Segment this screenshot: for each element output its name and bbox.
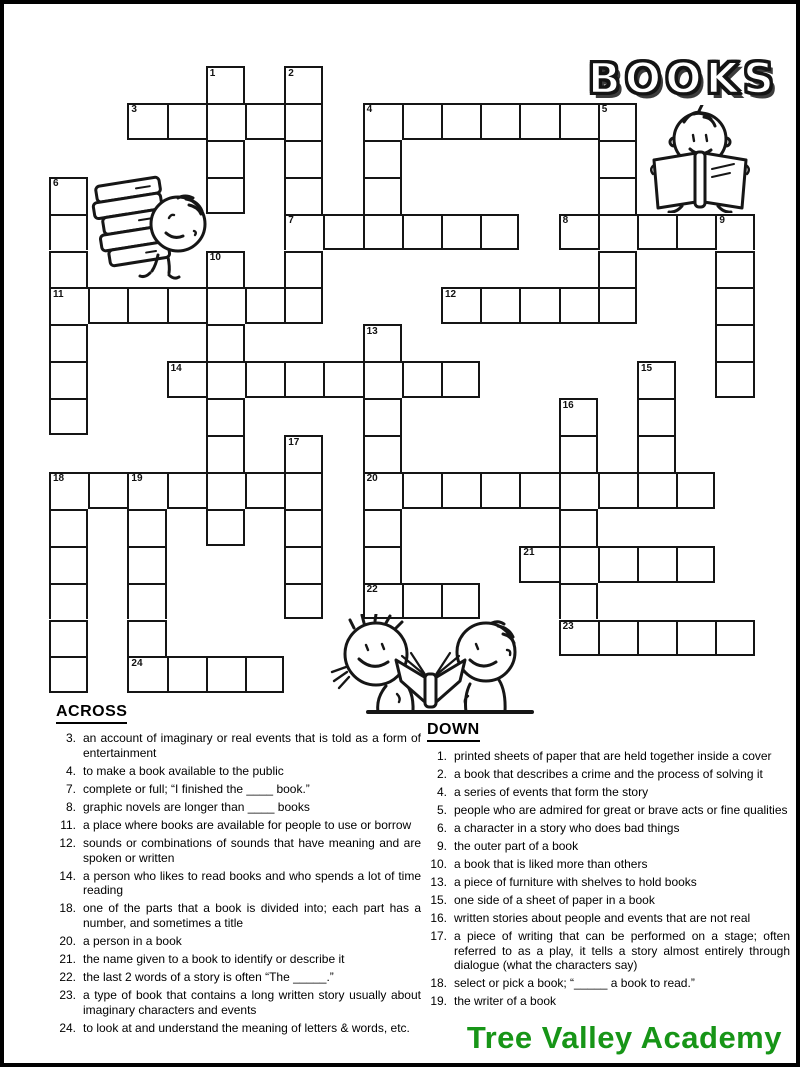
clue-item — [422, 994, 792, 1009]
grid-cell[interactable] — [363, 398, 402, 435]
clue-item — [51, 970, 423, 985]
clue-number: 23. — [59, 988, 76, 1003]
clue-text: graphic novels are longer than ____ books — [83, 799, 310, 814]
clue-number: 22. — [59, 970, 76, 985]
clue-number: 18. — [59, 901, 76, 916]
grid-cell[interactable] — [598, 287, 637, 324]
grid-cell[interactable] — [363, 214, 402, 251]
grid-cell[interactable] — [480, 214, 519, 251]
grid-cell[interactable] — [49, 214, 88, 251]
clue-text: sounds or combinations of sounds that have meaning and are spoken or written — [83, 835, 421, 865]
grid-cell[interactable] — [323, 361, 362, 398]
clue-text: a book that is liked more than others — [454, 856, 648, 871]
grid-cell[interactable] — [637, 214, 676, 251]
grid-cell[interactable] — [559, 103, 598, 140]
clue-text: a piece of furniture with shelves to hold books — [454, 874, 697, 889]
clue-item — [422, 911, 792, 926]
grid-cell-number: 11 — [53, 288, 64, 300]
grid-cell[interactable] — [598, 546, 637, 583]
grid-cell[interactable] — [519, 472, 558, 509]
grid-cell[interactable] — [559, 546, 598, 583]
grid-cell[interactable] — [637, 620, 676, 657]
clue-text: written stories about people and events that are not real — [454, 910, 751, 925]
clue-number: 6. — [436, 820, 447, 835]
grid-cell[interactable] — [480, 287, 519, 324]
grid-cell-number: 12 — [445, 288, 457, 300]
grid-cell[interactable] — [637, 398, 676, 435]
clue-item — [422, 785, 792, 800]
clue-item — [422, 803, 792, 818]
clue-item — [51, 988, 423, 1018]
grid-cell[interactable] — [127, 583, 166, 620]
grid-cell[interactable] — [284, 140, 323, 177]
grid-cell[interactable] — [284, 287, 323, 324]
grid-cell-number: 19 — [131, 473, 143, 485]
grid-cell[interactable] — [363, 509, 402, 546]
grid-cell[interactable] — [441, 103, 480, 140]
grid-cell[interactable] — [49, 361, 88, 398]
clue-number: 18. — [430, 976, 447, 991]
grid-cell-number: 16 — [562, 399, 574, 411]
worksheet-title: BOOKS — [587, 54, 778, 104]
grid-cell-number: 24 — [131, 657, 143, 669]
clue-item — [51, 800, 423, 815]
grid-cell[interactable] — [559, 583, 598, 620]
across-heading: ACROSS — [56, 703, 127, 724]
clue-number: 12. — [59, 835, 76, 850]
grid-cell[interactable] — [363, 435, 402, 472]
clue-text: an account of imaginary or real events that is told as a form of entertainment — [83, 731, 421, 760]
grid-cell[interactable] — [284, 546, 323, 583]
clue-number: 19. — [430, 994, 447, 1009]
clue-text: a piece of writing that can be performed on a stage; often referred to as a play, it tells a story almost entirely through dialogue (what the characters say) — [454, 928, 790, 973]
grid-cell[interactable] — [598, 140, 637, 177]
grid-cell[interactable] — [715, 361, 754, 398]
grid-cell[interactable] — [676, 214, 715, 251]
clue-number: 7. — [65, 781, 76, 796]
grid-cell[interactable] — [676, 472, 715, 509]
clue-text: a character in a story who does bad things — [454, 820, 680, 835]
clue-text: a book that describes a crime and the process of solving it — [454, 766, 763, 781]
grid-cell[interactable] — [245, 656, 284, 693]
grid-cell[interactable] — [167, 103, 206, 140]
clue-number: 20. — [59, 934, 76, 949]
brand-footer: Tree Valley Academy — [466, 1020, 782, 1055]
clue-text: select or pick a book; “_____ a book to read.” — [454, 976, 695, 991]
grid-cell[interactable] — [206, 103, 245, 140]
grid-cell[interactable] — [167, 287, 206, 324]
grid-cell-number: 9 — [719, 215, 725, 227]
grid-cell[interactable] — [49, 656, 88, 693]
grid-cell[interactable] — [402, 103, 441, 140]
grid-cell[interactable] — [206, 435, 245, 472]
clue-item — [51, 901, 423, 931]
clue-item — [422, 976, 792, 991]
grid-cell[interactable] — [284, 177, 323, 214]
grid-cell[interactable] — [245, 287, 284, 324]
grid-cell[interactable] — [402, 472, 441, 509]
grid-cell-number: 4 — [366, 104, 373, 116]
grid-cell-number: 15 — [641, 362, 653, 374]
clue-item — [422, 749, 792, 764]
clue-number: 17. — [430, 928, 447, 943]
clue-number: 8. — [65, 799, 76, 814]
grid-cell[interactable] — [402, 214, 441, 251]
grid-cell[interactable] — [637, 435, 676, 472]
grid-cell-number: 8 — [562, 215, 569, 227]
grid-cell[interactable] — [519, 103, 558, 140]
clue-number: 5. — [436, 802, 447, 817]
grid-cell[interactable] — [167, 472, 206, 509]
clue-item — [51, 782, 423, 797]
grid-cell[interactable] — [127, 509, 166, 546]
clue-number: 4. — [436, 784, 447, 799]
clue-number: 2. — [436, 766, 447, 781]
grid-cell-number: 2 — [288, 67, 294, 79]
grid-cell[interactable] — [598, 620, 637, 657]
grid-cell[interactable] — [676, 620, 715, 657]
grid-cell[interactable] — [480, 103, 519, 140]
clue-item — [422, 821, 792, 836]
grid-cell[interactable] — [715, 287, 754, 324]
grid-cell[interactable] — [715, 324, 754, 361]
grid-cell[interactable] — [559, 472, 598, 509]
clue-number: 11. — [60, 817, 76, 832]
grid-cell[interactable] — [363, 140, 402, 177]
grid-cell[interactable] — [245, 472, 284, 509]
grid-cell[interactable] — [206, 398, 245, 435]
grid-cell-number: 1 — [209, 67, 216, 79]
grid-cell[interactable] — [559, 287, 598, 324]
clue-number: 3. — [65, 731, 76, 745]
across-clue-list — [51, 731, 423, 1036]
grid-cell[interactable] — [49, 583, 88, 620]
boy-reading-book-illustration — [644, 105, 756, 213]
clue-text: printed sheets of paper that are held together inside a cover — [454, 749, 772, 763]
clue-number: 13. — [430, 874, 447, 889]
grid-cell[interactable] — [167, 656, 206, 693]
clue-text: a type of book that contains a long written story usually about imaginary characters and events — [83, 988, 421, 1017]
grid-cell[interactable] — [206, 509, 245, 546]
clue-number: 21. — [59, 952, 76, 967]
clue-number: 16. — [430, 910, 447, 925]
kids-reading-together-illustration — [302, 614, 557, 717]
grid-cell[interactable] — [363, 546, 402, 583]
clue-item — [422, 875, 792, 890]
grid-cell-number: 10 — [209, 252, 221, 263]
clue-number: 4. — [65, 763, 76, 778]
clue-text: the name given to a book to identify or describe it — [83, 952, 345, 967]
clue-item — [422, 929, 792, 973]
grid-cell[interactable] — [637, 546, 676, 583]
grid-cell[interactable] — [559, 435, 598, 472]
clue-text: people who are admired for great or brave acts or fine qualities — [454, 802, 788, 817]
grid-cell[interactable] — [206, 361, 245, 398]
grid-cell-number: 17 — [288, 436, 300, 448]
grid-cell[interactable] — [88, 472, 127, 509]
clue-text: to look at and understand the meaning of letters & words, etc. — [83, 1020, 410, 1035]
down-section — [422, 721, 792, 1012]
down-clue-list — [422, 749, 792, 1009]
clue-text: a series of events that form the story — [454, 784, 649, 799]
clue-item — [422, 857, 792, 872]
grid-cell[interactable] — [441, 361, 480, 398]
grid-cell[interactable] — [363, 177, 402, 214]
grid-cell[interactable] — [88, 287, 127, 324]
clue-text: the writer of a book — [454, 994, 557, 1009]
clue-number: 15. — [430, 892, 447, 907]
grid-cell[interactable] — [49, 546, 88, 583]
grid-cell[interactable] — [127, 546, 166, 583]
grid-cell-number: 13 — [366, 325, 378, 337]
grid-cell[interactable] — [284, 361, 323, 398]
grid-cell[interactable] — [49, 324, 88, 361]
grid-cell[interactable] — [441, 472, 480, 509]
clue-text: one of the parts that a book is divided into; each part has a number, and sometimes a title — [83, 901, 421, 931]
clue-item — [51, 934, 423, 949]
clue-item — [51, 731, 423, 761]
grid-cell[interactable] — [598, 214, 637, 251]
clue-text: complete or full; “I finished the ____ book.” — [83, 781, 310, 796]
grid-cell-number: 20 — [366, 473, 378, 485]
grid-cell[interactable] — [284, 103, 323, 140]
grid-cell[interactable] — [637, 472, 676, 509]
clue-item — [422, 893, 792, 908]
grid-cell[interactable] — [245, 103, 284, 140]
clue-item — [422, 839, 792, 854]
grid-cell-number: 3 — [131, 104, 137, 116]
grid-cell[interactable] — [49, 509, 88, 546]
clue-number: 14. — [59, 868, 76, 883]
grid-cell[interactable] — [49, 620, 88, 657]
clue-text: one side of a sheet of paper in a book — [454, 892, 655, 907]
grid-cell-number: 14 — [170, 362, 182, 374]
grid-cell[interactable] — [715, 251, 754, 288]
clue-number: 10. — [430, 856, 447, 871]
grid-cell[interactable] — [245, 361, 284, 398]
boy-carrying-books-illustration — [90, 167, 215, 289]
grid-cell[interactable] — [598, 251, 637, 288]
clue-number: 1. — [436, 749, 447, 763]
grid-cell-number: 6 — [53, 178, 59, 190]
clue-number: 9. — [436, 838, 447, 853]
clue-item — [422, 767, 792, 782]
grid-cell[interactable] — [715, 620, 754, 657]
grid-cell-number: 5 — [601, 104, 608, 116]
clue-item — [51, 1021, 423, 1036]
across-section — [51, 703, 423, 1039]
grid-cell-number: 18 — [53, 473, 65, 485]
grid-cell[interactable] — [127, 287, 166, 324]
clue-item — [51, 764, 423, 779]
clue-number: 24. — [59, 1020, 76, 1035]
grid-cell[interactable] — [284, 472, 323, 509]
grid-cell[interactable] — [598, 472, 637, 509]
grid-cell[interactable] — [49, 398, 88, 435]
grid-cell[interactable] — [363, 361, 402, 398]
grid-cell[interactable] — [323, 214, 362, 251]
clue-item — [51, 952, 423, 967]
grid-cell[interactable] — [127, 620, 166, 657]
grid-cell[interactable] — [284, 509, 323, 546]
grid-cell[interactable] — [676, 546, 715, 583]
down-heading: DOWN — [427, 721, 480, 742]
grid-cell[interactable] — [402, 361, 441, 398]
grid-cell[interactable] — [480, 472, 519, 509]
grid-cell-number: 23 — [562, 621, 574, 632]
clue-item — [51, 818, 423, 833]
grid-cell[interactable] — [441, 214, 480, 251]
grid-cell[interactable] — [206, 472, 245, 509]
clue-text: a person who likes to read books and who spends a lot of time reading — [83, 868, 421, 898]
clue-text: to make a book available to the public — [83, 763, 284, 778]
grid-cell[interactable] — [206, 656, 245, 693]
grid-cell-number: 21 — [523, 547, 535, 559]
grid-cell[interactable] — [206, 287, 245, 324]
grid-cell[interactable] — [49, 251, 88, 288]
clue-item — [51, 869, 423, 899]
grid-cell[interactable] — [519, 287, 558, 324]
grid-cell-number: 22 — [366, 584, 378, 596]
grid-cell[interactable] — [206, 324, 245, 361]
clue-text: the last 2 words of a story is often “The _____.” — [83, 970, 334, 985]
grid-cell[interactable] — [559, 509, 598, 546]
grid-cell-number: 7 — [288, 215, 294, 227]
clue-text: a place where books are available for people to use or borrow — [83, 817, 412, 832]
clue-item — [51, 836, 423, 866]
grid-cell[interactable] — [598, 177, 637, 214]
clue-text: a person in a book — [83, 934, 182, 949]
grid-cell[interactable] — [284, 251, 323, 288]
clue-text: the outer part of a book — [454, 838, 579, 853]
